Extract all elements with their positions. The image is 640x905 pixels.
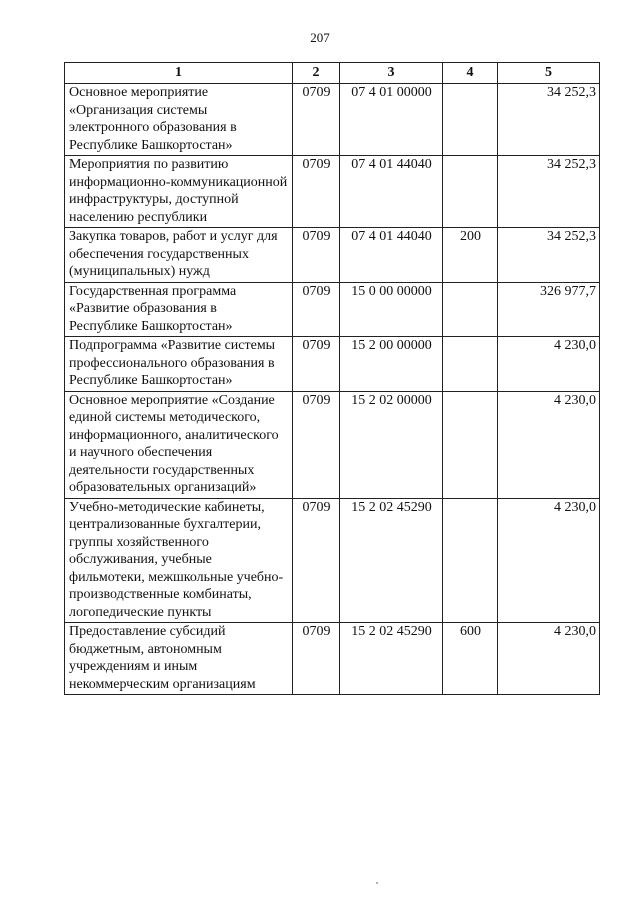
row-section-cell: 0709 <box>293 391 340 498</box>
row-name-cell: Учебно-методические кабинеты, централизованные бухгалтерии, группы хозяйственного обслуживания, учебные фильмотеки, межшкольные учебно-производственные комбинаты, логопедические пункты <box>65 498 293 623</box>
table-row <box>65 623 600 695</box>
row-target-cell: 15 2 00 00000 <box>340 337 443 392</box>
row-section-cell: 0709 <box>293 498 340 623</box>
row-amount-cell: 326 977,7 <box>498 282 600 337</box>
row-section-cell: 0709 <box>293 282 340 337</box>
row-amount-cell: 4 230,0 <box>498 337 600 392</box>
table-header-row <box>65 63 600 84</box>
row-section-cell: 0709 <box>293 84 340 156</box>
table-row <box>65 84 600 156</box>
row-name-cell: Закупка товаров, работ и услуг для обеспечения государственных (муниципальных) нужд <box>65 228 293 283</box>
row-target-cell: 07 4 01 00000 <box>340 84 443 156</box>
column-header-4: 4 <box>443 63 498 84</box>
row-section-cell: 0709 <box>293 228 340 283</box>
column-header-1: 1 <box>65 63 293 84</box>
row-target-cell: 15 2 02 45290 <box>340 498 443 623</box>
row-expense-cell <box>443 498 498 623</box>
table-row <box>65 391 600 498</box>
column-header-3: 3 <box>340 63 443 84</box>
row-section-cell: 0709 <box>293 623 340 695</box>
column-header-5: 5 <box>498 63 600 84</box>
row-expense-cell <box>443 84 498 156</box>
row-target-cell: 15 0 00 00000 <box>340 282 443 337</box>
row-name-cell: Предоставление субсидий бюджетным, автономным учреждениям и иным некоммерческим организациям <box>65 623 293 695</box>
row-amount-cell: 4 230,0 <box>498 623 600 695</box>
table-row <box>65 156 600 228</box>
row-name-cell: Основное мероприятие «Организация системы электронного образования в Республике Башкортостан» <box>65 84 293 156</box>
row-amount-cell: 34 252,3 <box>498 156 600 228</box>
row-expense-cell <box>443 156 498 228</box>
row-target-cell: 15 2 02 00000 <box>340 391 443 498</box>
row-target-cell: 07 4 01 44040 <box>340 156 443 228</box>
row-expense-cell: 200 <box>443 228 498 283</box>
row-name-cell: Мероприятия по развитию информационно-коммуникационной инфраструктуры, доступной населению республики <box>65 156 293 228</box>
row-target-cell: 15 2 02 45290 <box>340 623 443 695</box>
row-amount-cell: 4 230,0 <box>498 391 600 498</box>
scan-speck <box>376 882 378 884</box>
table-row <box>65 498 600 623</box>
row-amount-cell: 34 252,3 <box>498 84 600 156</box>
row-name-cell: Государственная программа «Развитие образования в Республике Башкортостан» <box>65 282 293 337</box>
table-row <box>65 228 600 283</box>
row-amount-cell: 34 252,3 <box>498 228 600 283</box>
table-row <box>65 337 600 392</box>
row-name-cell: Подпрограмма «Развитие системы профессионального образования в Республике Башкортостан» <box>65 337 293 392</box>
row-section-cell: 0709 <box>293 337 340 392</box>
row-amount-cell: 4 230,0 <box>498 498 600 623</box>
row-expense-cell: 600 <box>443 623 498 695</box>
table-row <box>65 282 600 337</box>
column-header-2: 2 <box>293 63 340 84</box>
budget-table <box>64 62 600 695</box>
row-section-cell: 0709 <box>293 156 340 228</box>
row-expense-cell <box>443 391 498 498</box>
row-target-cell: 07 4 01 44040 <box>340 228 443 283</box>
row-expense-cell <box>443 337 498 392</box>
page-number: 207 <box>310 30 330 45</box>
row-name-cell: Основное мероприятие «Создание единой системы методического, информационного, аналитического и научного обеспечения деятельности государственных образовательных организаций» <box>65 391 293 498</box>
row-expense-cell <box>443 282 498 337</box>
